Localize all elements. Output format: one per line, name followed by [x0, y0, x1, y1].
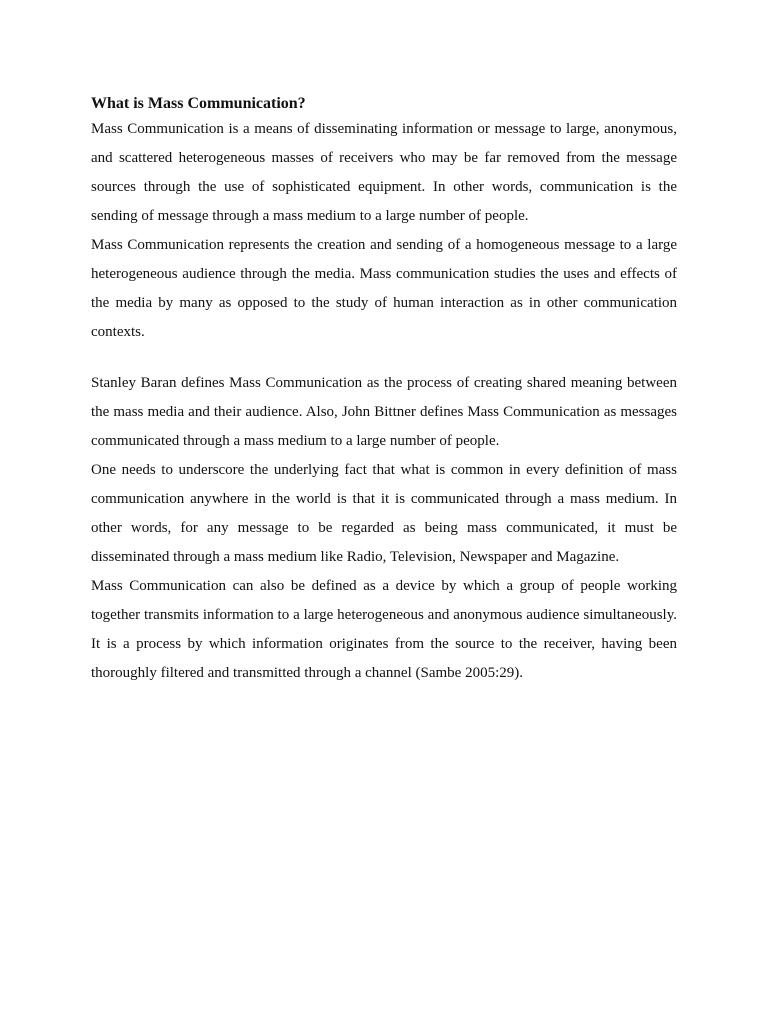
- page-title: What is Mass Communication?: [91, 95, 306, 112]
- paragraph-baran-bittner: Stanley Baran defines Mass Communication as the process of creating shared meaning between the mass media and their audience. Also, John Bittner defines Mass Communication as messages communicated through a mass medium to a large number of people.: [91, 375, 677, 449]
- paragraph-spacer: [91, 347, 677, 369]
- document-body: [91, 94, 677, 688]
- paragraph-underlying-fact: One needs to underscore the underlying fact that what is common in every definition of mass communication anywhere in the world is that it is communicated through a mass medium. In other words, for any message to be regarded as being mass communicated, it must be disseminated through a mass medium like Radio, Television, Newspaper and Magazine.: [91, 462, 677, 565]
- paragraph-device-definition: Mass Communication can also be defined as a device by which a group of people working together transmits information to a large heterogeneous and anonymous audience simultaneously. It is a process by which information originates from the source to the receiver, having been thoroughly filtered and transmitted through a channel (Sambe 2005:29).: [91, 578, 677, 681]
- paragraph-representation: Mass Communication represents the creation and sending of a homogeneous message to a large heterogeneous audience through the media. Mass communication studies the uses and effects of the media by many as opposed to the study of human interaction as in other communication contexts.: [91, 237, 677, 340]
- paragraph-definition: Mass Communication is a means of disseminating information or message to large, anonymous, and scattered heterogeneous masses of receivers who may be far removed from the message sources through the use of sophisticated equipment. In other words, communication is the sending of message through a mass medium to a large number of people.: [91, 121, 677, 224]
